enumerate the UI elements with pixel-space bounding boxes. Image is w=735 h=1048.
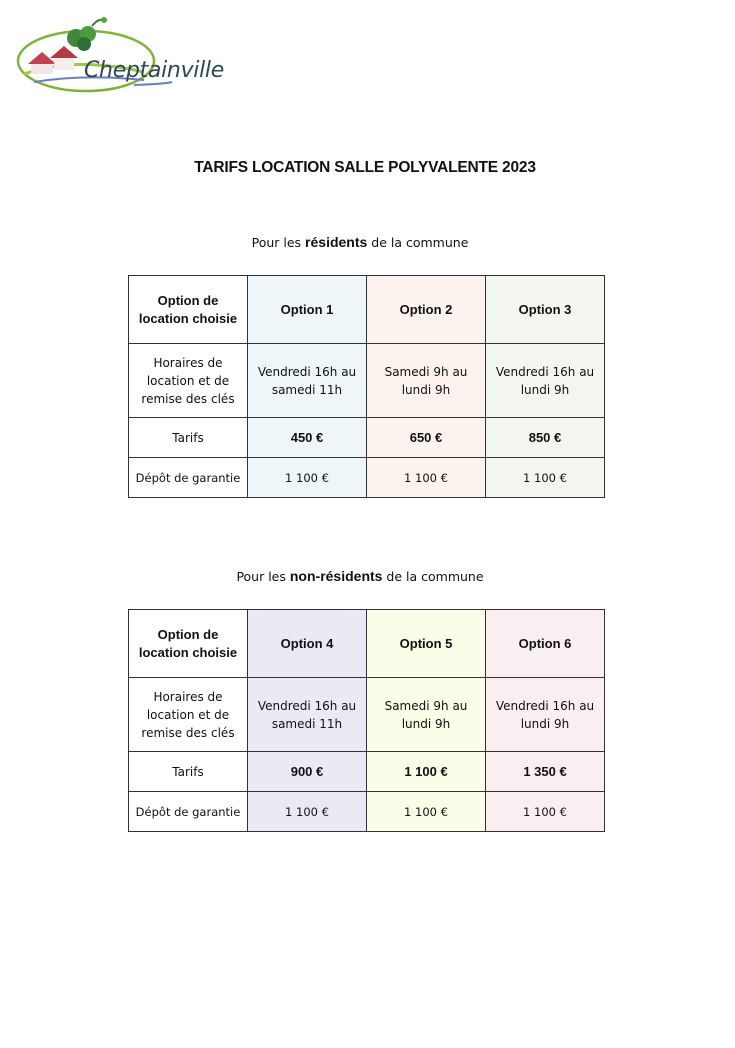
logo-wordmark: Cheptainville — [84, 58, 224, 83]
residents-rates-table — [128, 275, 605, 498]
option-3-deposit: 1 100 € — [486, 458, 605, 498]
village-emblem-icon — [14, 12, 229, 96]
option-5-price: 1 100 € — [367, 752, 486, 792]
table-row — [129, 792, 605, 832]
option-2-deposit: 1 100 € — [367, 458, 486, 498]
option-5-hours: Samedi 9h au lundi 9h — [367, 678, 486, 752]
table-row — [129, 276, 605, 344]
option-4-price: 900 € — [248, 752, 367, 792]
residents-caption-emphasis: résidents — [305, 234, 368, 250]
option-6-price: 1 350 € — [486, 752, 605, 792]
option-4-header: Option 4 — [248, 610, 367, 678]
option-6-header: Option 6 — [486, 610, 605, 678]
non-residents-caption-prefix: Pour les — [236, 569, 290, 584]
table-row — [129, 418, 605, 458]
hours-label-cell: Horaires de location et de remise des clés — [129, 344, 248, 418]
option-2-hours: Samedi 9h au lundi 9h — [367, 344, 486, 418]
price-label-cell: Tarifs — [129, 418, 248, 458]
option-4-deposit: 1 100 € — [248, 792, 367, 832]
option-1-price: 450 € — [248, 418, 367, 458]
option-5-deposit: 1 100 € — [367, 792, 486, 832]
option-5-header: Option 5 — [367, 610, 486, 678]
deposit-label-cell: Dépôt de garantie — [129, 792, 248, 832]
table-row — [129, 344, 605, 418]
table-row — [129, 752, 605, 792]
header-label-cell: Option de location choisie — [129, 276, 248, 344]
non-residents-caption — [0, 568, 720, 584]
option-2-price: 650 € — [367, 418, 486, 458]
option-3-header: Option 3 — [486, 276, 605, 344]
non-residents-rates-table — [128, 609, 605, 832]
price-label-cell: Tarifs — [129, 752, 248, 792]
option-3-hours: Vendredi 16h au lundi 9h — [486, 344, 605, 418]
option-1-header: Option 1 — [248, 276, 367, 344]
table-row — [129, 458, 605, 498]
non-residents-caption-suffix: de la commune — [382, 569, 484, 584]
option-1-hours: Vendredi 16h au samedi 11h — [248, 344, 367, 418]
table-row — [129, 678, 605, 752]
option-4-hours: Vendredi 16h au samedi 11h — [248, 678, 367, 752]
option-1-deposit: 1 100 € — [248, 458, 367, 498]
cheptainville-logo — [14, 12, 229, 96]
non-residents-caption-emphasis: non-résidents — [289, 568, 383, 584]
option-3-price: 850 € — [486, 418, 605, 458]
residents-caption — [0, 234, 720, 250]
residents-caption-prefix: Pour les — [251, 235, 306, 250]
residents-caption-suffix: de la commune — [367, 235, 469, 250]
option-2-header: Option 2 — [367, 276, 486, 344]
deposit-label-cell: Dépôt de garantie — [129, 458, 248, 498]
page-title: TARIFS LOCATION SALLE POLYVALENTE 2023 — [194, 159, 536, 176]
header-label-cell: Option de location choisie — [129, 610, 248, 678]
option-6-deposit: 1 100 € — [486, 792, 605, 832]
table-row — [129, 610, 605, 678]
option-6-hours: Vendredi 16h au lundi 9h — [486, 678, 605, 752]
hours-label-cell: Horaires de location et de remise des clés — [129, 678, 248, 752]
